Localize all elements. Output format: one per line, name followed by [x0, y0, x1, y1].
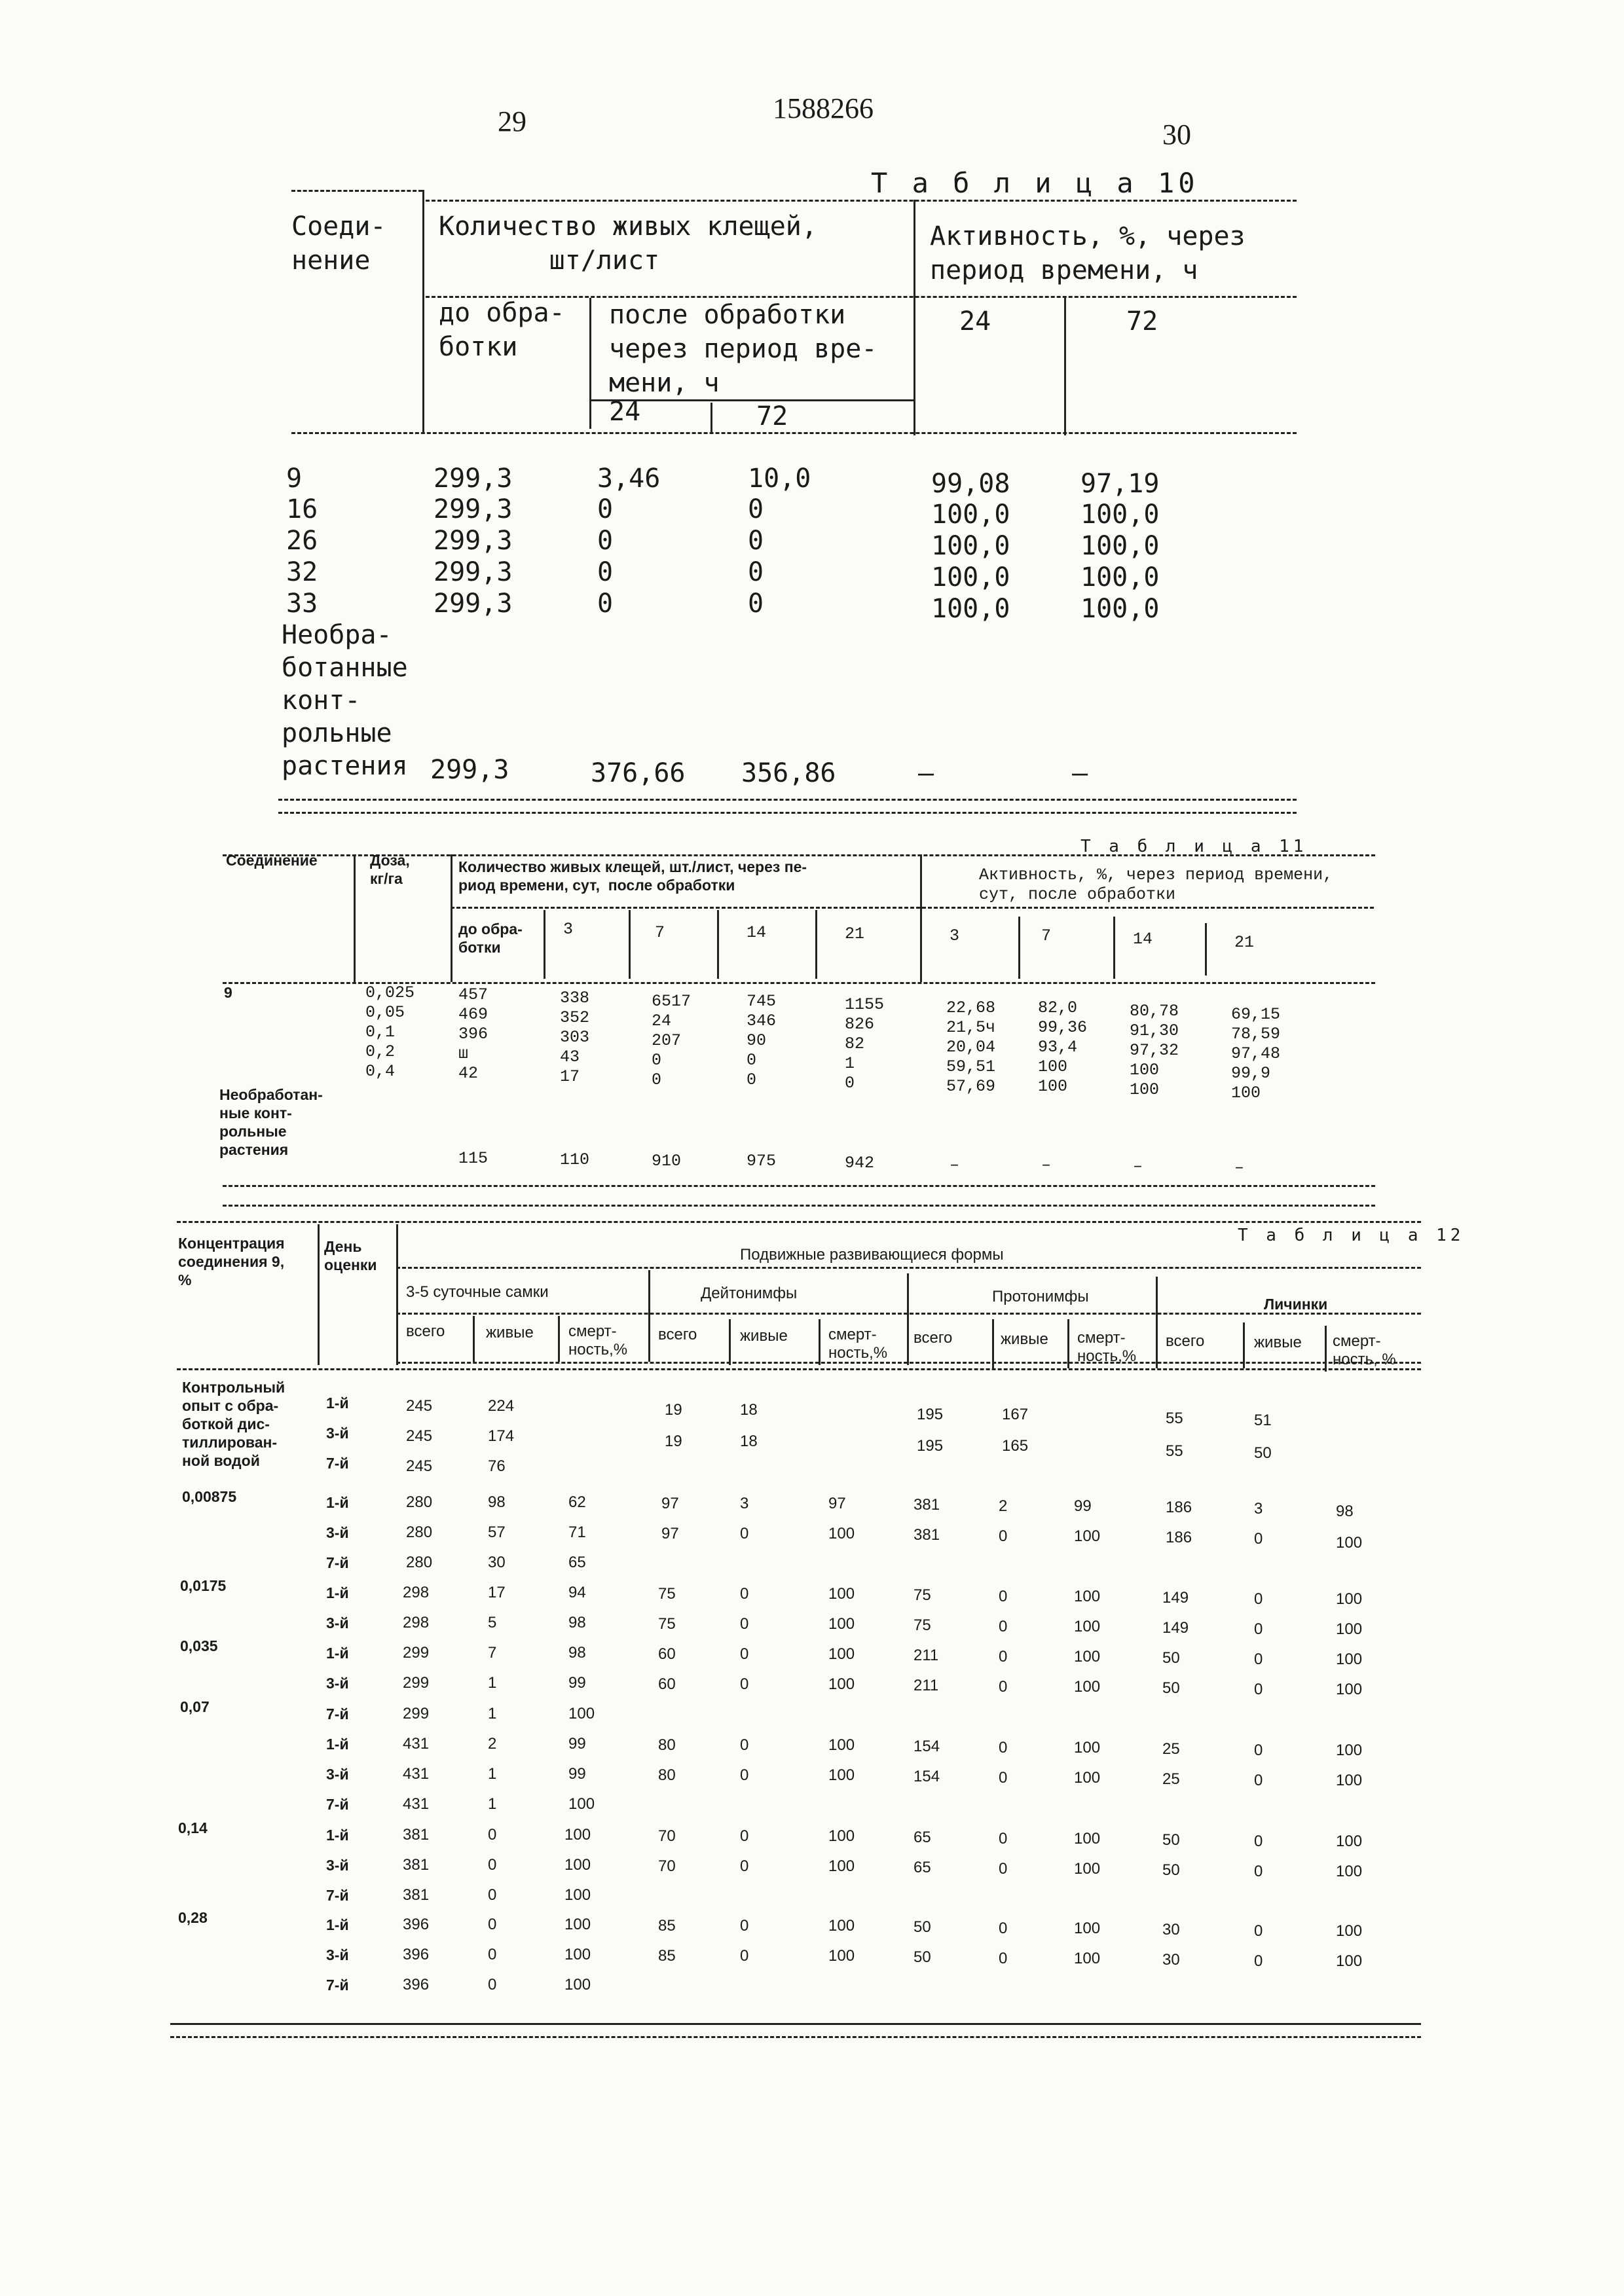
- header-mobile-forms: Подвижные развивающиеся формы: [740, 1246, 1004, 1264]
- header-live-mites: Количество живых клещей, шт/лист: [439, 211, 817, 276]
- day7-column: 6517 24 207 0 0: [652, 992, 692, 1089]
- act21-column: 69,15 78,59 97,48 99,9 100: [1231, 1005, 1281, 1102]
- header-24h: 24: [609, 397, 641, 427]
- before-column: 457 469 396 ш 42: [458, 985, 489, 1083]
- header-compound: Соединение: [226, 852, 318, 869]
- header-day: День оценки: [324, 1238, 377, 1273]
- header-before: до обра- ботки: [439, 298, 565, 362]
- header-protonymphs: Протонимфы: [992, 1288, 1089, 1305]
- table-10-caption: Т а б л и ц а 10: [871, 167, 1199, 199]
- day21-column: 1155 826 82 1 0: [845, 995, 885, 1093]
- header-dose: Доза, кг/га: [370, 852, 410, 887]
- page-number-left: 29: [498, 105, 526, 137]
- act14-column: 80,78 91,30 97,32 100 100: [1130, 1002, 1179, 1099]
- header-concentration: Концентрация соединения 9, %: [178, 1235, 285, 1288]
- header-larvae: Личинки: [1264, 1296, 1328, 1313]
- control-label: Необра- ботанные конт- рольные растения: [282, 620, 408, 781]
- table-12-caption: Т а б л и ц а 12: [1238, 1226, 1465, 1245]
- header-72h: 72: [756, 401, 788, 431]
- day3-column: 338 352 303 43 17: [560, 989, 590, 1086]
- header-act-72: 72: [1126, 306, 1158, 337]
- day14-column: 745 346 90 0 0: [747, 992, 777, 1089]
- header-before: до обра- ботки: [458, 920, 523, 956]
- table-11-caption: Т а б л и ц а 11: [1080, 837, 1308, 856]
- header-activity: Активность, %, через период времени, ч: [930, 221, 1246, 285]
- control-label: Необработан- ные конт- рольные растения: [219, 1086, 323, 1158]
- page-number-right: 30: [1162, 118, 1191, 151]
- act3-column: 22,68 21,5ч 20,04 59,51 57,69: [946, 998, 996, 1096]
- patent-number: 1588266: [773, 92, 874, 124]
- header-compound: Соеди- нение: [291, 211, 386, 276]
- header-activity: Активность, %, через период времени, сут, после обработки: [979, 866, 1333, 904]
- header-deutonymphs: Дейтонимфы: [701, 1285, 798, 1302]
- header-females: 3-5 суточные самки: [406, 1283, 549, 1301]
- header-after: после обработки через период вре- мени, ч: [609, 300, 877, 398]
- header-live-mites: Количество живых клещей, шт./лист, через пе- риод времени, сут, после обработки: [458, 858, 807, 894]
- compound-9: 9: [224, 984, 232, 1001]
- act7-column: 82,0 99,36 93,4 100 100: [1038, 998, 1088, 1096]
- header-act-24: 24: [959, 306, 991, 337]
- dose-column: 0,025 0,05 0,1 0,2 0,4: [365, 983, 415, 1081]
